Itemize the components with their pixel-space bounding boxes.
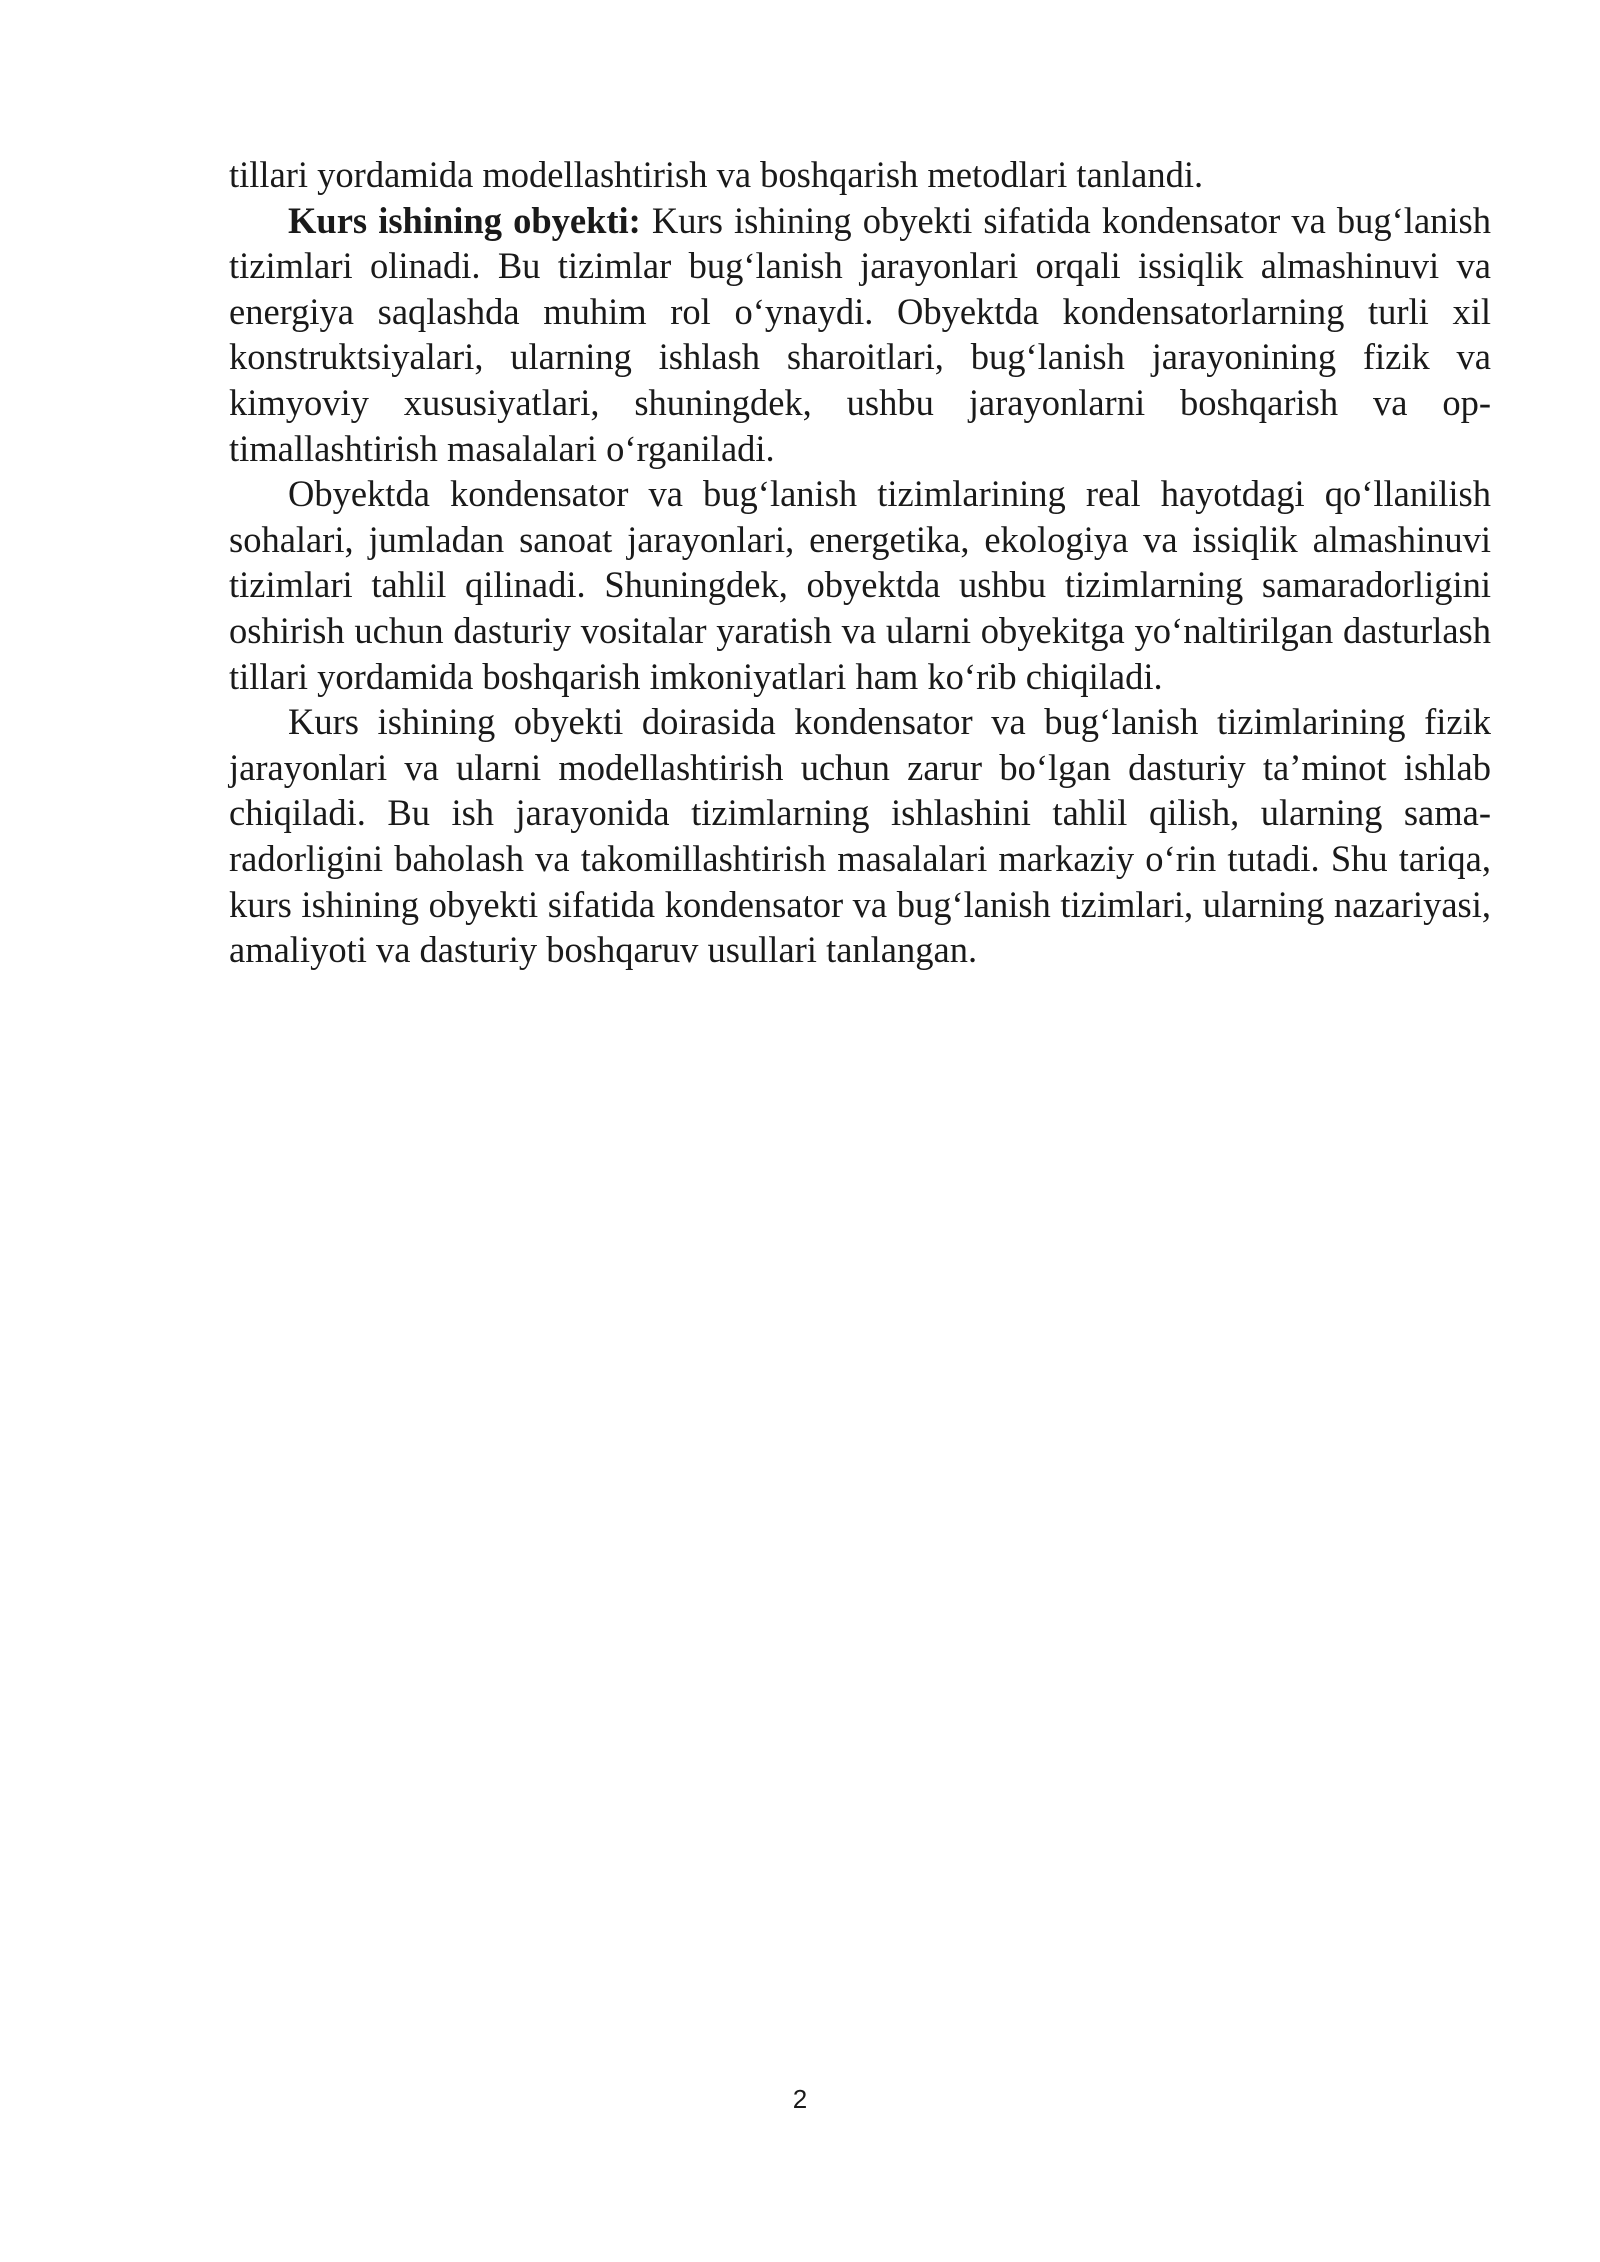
paragraph-continuation: [229, 152, 1491, 198]
paragraph-text: tillari yordamida modellashtirish va boshqarish metodlari tanlandi.: [229, 154, 1204, 195]
paragraph-lead-heading: Kurs ishining obyekti:: [288, 199, 641, 241]
page-number: 2: [792, 2084, 808, 2114]
paragraph-applications: [229, 471, 1491, 699]
paragraph-scope: [229, 699, 1491, 973]
paragraph-text: Kurs ishining obyekti sifatida kondensator va bug‘lanish tizimlari olinadi. Bu tizimlar bug‘lanish jarayonlari orqali issiqlik almashinuvi va energiya saqlashda muhim rol o‘ynaydi. Obyektda kondensatorlarning turli xil konstruktsiyalari, ularning ishlash sharoitlari, bug‘lanish jarayonining fizik va kimyoviy xususiyatlari, shuningdek, ushbu jarayonlarni boshqarish va optimallashtirish masalalari o‘rganiladi.: [229, 199, 1491, 469]
paragraph-text: Obyektda kondensator va bug‘lanish tizimlarining real hayotdagi qo‘llanilish sohalari, jumladan sanoat jarayonlari, energetika, ekologiya va issiqlik almashinuvi tizimlari tahlil qilinadi. Shuningdek, obyektda ushbu tizimlarning samaradorligini oshirish uchun dasturiy vositalar yaratish va ularni obyekitga yo‘naltirilgan dasturlash tillari yordamida boshqarish imkoniyatlari ham ko‘rib chiqiladi.: [229, 473, 1491, 697]
paragraph-text: Kurs ishining obyekti doirasida kondensator va bug‘lanish tizimlarining fizik jarayonlari va ularni modellashtirish uchun zarur bo‘lgan dasturiy ta’minot ishlab chiqiladi. Bu ish jarayonida tizimlarning ishlashini tahlil qilish, ularning samaradorligini baholash va takomillashtirish masalalari markaziy o‘rin tutadi. Shu tariqa, kurs ishining obyekti sifatida kondensator va bug‘lanish tizimlari, ularning nazariyasi, amaliyoti va dasturiy boshqaruv usullari tanlangan.: [229, 701, 1491, 971]
paragraph-course-object: [229, 198, 1491, 472]
page-body: [229, 152, 1491, 973]
